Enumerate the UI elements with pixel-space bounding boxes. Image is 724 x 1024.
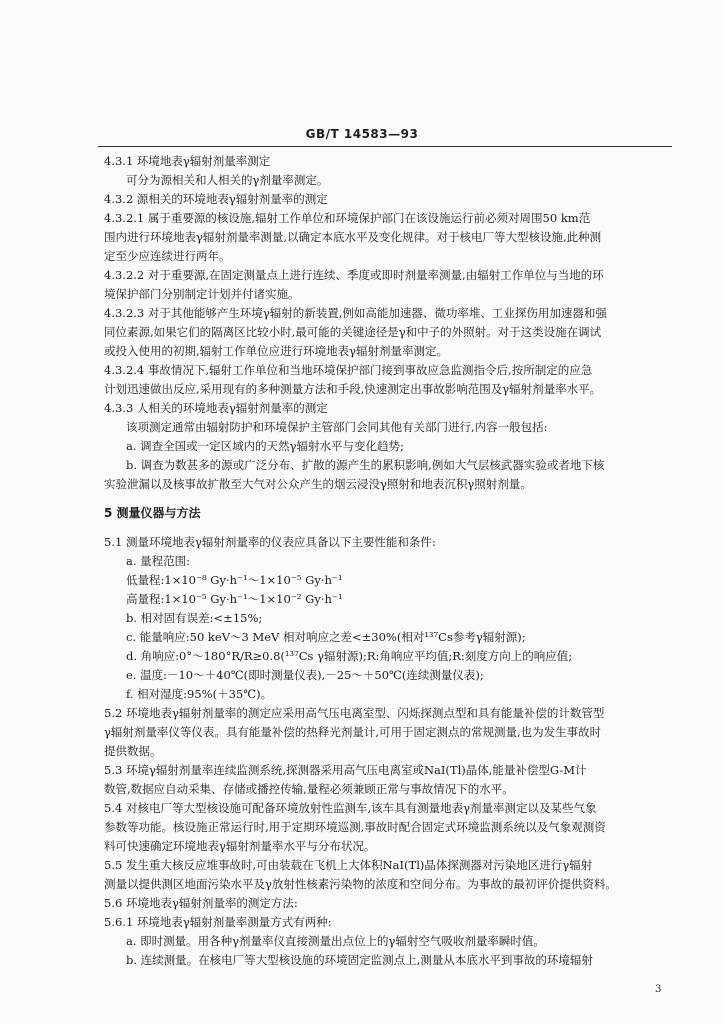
text-line: 5.3 环境γ辐射剂量率连续监测系统,探测器采用高气压电离室或NaI(Tl)晶体,能量补偿型G-M计 — [104, 763, 587, 777]
text-line: 测量以提供测区地面污染水平及γ放射性核素污染物的浓度和空间分布。为事故的最初评价提供资料。 — [104, 877, 617, 891]
text-line: 4.3.2 源相关的环境地表γ辐射剂量率的测定 — [104, 192, 328, 206]
header-rule — [98, 146, 672, 147]
text-line: 4.3.2.4 事故情况下,辐射工作单位和当地环境保护部门接到事故应急监测指令后,按所制定的应急 — [104, 363, 593, 377]
text-line: e. 温度:－10～＋40℃(即时测量仪表),－25～＋50℃(连续测量仪表); — [126, 668, 484, 682]
text-line: b. 连续测量。在核电厂等大型核设施的环境固定监测点上,测量从本底水平到事故的环境辐射 — [126, 953, 593, 967]
text-line: b. 相对固有误差:<±15%; — [126, 611, 263, 625]
text-line: 5.2 环境地表γ辐射剂量率的测定应采用高气压电离室型、闪烁探测点型和具有能量补偿的计数管型 — [104, 706, 605, 720]
text-line: 同位素源,如果它们的隔离区比较小时,最可能的关键途径是γ和中子的外照射。对于这类设施在调试 — [104, 325, 602, 339]
text-line: 低量程:1×10⁻⁸ Gy·h⁻¹～1×10⁻⁵ Gy·h⁻¹ — [126, 573, 343, 587]
text-line: 5.1 测量环境地表γ辐射剂量率的仪表应具备以下主要性能和条件: — [104, 535, 436, 549]
text-line: a. 即时测量。用各种γ剂量率仪直接测量出点位上的γ辐射空气吸收剂量率瞬时值。 — [126, 934, 545, 948]
text-line: 4.3.3 人相关的环境地表γ辐射剂量率的测定 — [104, 401, 328, 415]
text-line: 实验泄漏以及核事故扩散至大气对公众产生的烟云浸没γ照射和地表沉积γ照射剂量。 — [104, 477, 532, 491]
text-line: 4.3.1 环境地表γ辐射剂量率测定 — [104, 154, 271, 168]
text-line: 境保护部门分别制定计划并付诸实施。 — [104, 287, 300, 301]
text-line: 该项测定通常由辐射防护和环境保护主管部门会同其他有关部门进行,内容一般包括: — [126, 420, 548, 434]
spacer — [104, 523, 672, 533]
text-line: 可分为源相关和人相关的γ剂量率测定。 — [126, 173, 329, 187]
text-line: 4.3.2.2 对于重要源,在固定测量点上进行连续、季度或即时剂量率测量,由辐射工作单位与当地的环 — [104, 268, 604, 282]
page-number: 3 — [655, 984, 662, 995]
text-line: 数管,数据应自动采集、存储或播控传输,量程必须兼顾正常与事故情况下的水平。 — [104, 782, 514, 796]
section-heading: 5 测量仪器与方法 — [104, 506, 201, 520]
text-line: 5.4 对核电厂等大型核设施可配备环境放射性监测车,该车具有测量地表γ剂量率测定以及某些气象 — [104, 801, 597, 815]
text-line: a. 量程范围: — [126, 554, 191, 568]
text-line: f. 相对湿度:95%(＋35℃)。 — [126, 687, 273, 701]
spacer — [104, 494, 672, 504]
text-line: c. 能量响应:50 keV～3 MeV 相对响应之差<±30%(相对¹³⁷Cs参考γ辐射源); — [126, 630, 526, 644]
text-line: 5.6.1 环境地表γ辐射剂量率测量方式有两种: — [104, 915, 332, 929]
text-line: 料可快速确定环境地表γ辐射剂量率水平与分布状况。 — [104, 839, 376, 853]
text-line: 围内进行环境地表γ辐射剂量率测量,以确定本底水平及变化规律。对于核电厂等大型核设施,此种测 — [104, 230, 602, 244]
text-line: b. 调查为数甚多的源或广泛分布、扩散的源产生的累积影响,例如大气层核武器实验或者地下核 — [126, 458, 605, 472]
text-line: 参数等功能。核设施正常运行时,用于定期环境巡测,事故时配合固定式环境监测系统以及气象观测资 — [104, 820, 606, 834]
text-line: 高量程:1×10⁻⁵ Gy·h⁻¹～1×10⁻² Gy·h⁻¹ — [126, 592, 343, 606]
text-line: 4.3.2.3 对于其他能够产生环境γ辐射的新装置,例如高能加速器、微功率堆、工业探伤用加速器和强 — [104, 306, 607, 320]
text-line: 5.5 发生重大核反应堆事故时,可由装载在飞机上大体积NaI(Tl)晶体探测器对污染地区进行γ辐射 — [104, 858, 593, 872]
standard-header: GB/T 14583—93 — [305, 127, 419, 141]
text-line: 提供数据。 — [104, 744, 162, 758]
text-line: a. 调查全国或一定区域内的天然γ辐射水平与变化趋势; — [126, 439, 404, 453]
text-line: 5.6 环境地表γ辐射剂量率的测定方法: — [104, 896, 298, 910]
text-line: 定至少应连续进行两年。 — [104, 249, 231, 263]
text-line: 或投入使用的初期,辐射工作单位应进行环境地表γ辐射剂量率测定。 — [104, 344, 449, 358]
text-line: γ辐射剂量率仪等仪表。具有能量补偿的热释光剂量计,可用于固定测点的常规测量,也为发生事故时 — [104, 725, 602, 739]
text-line: 计划迅速做出反应,采用现有的多种测量方法和手段,快速测定出事故影响范围及γ辐射剂量率水平。 — [104, 382, 602, 396]
document-body — [104, 152, 672, 970]
text-line: 4.3.2.1 属于重要源的核设施,辐射工作单位和环境保护部门在该设施运行前必须对周围50 km范 — [104, 211, 591, 225]
text-line: d. 角响应:0°～180°R/R≥0.8(¹³⁷Cs γ辐射源);R:角响应平均值;R:刻度方向上的响应值; — [126, 649, 573, 663]
